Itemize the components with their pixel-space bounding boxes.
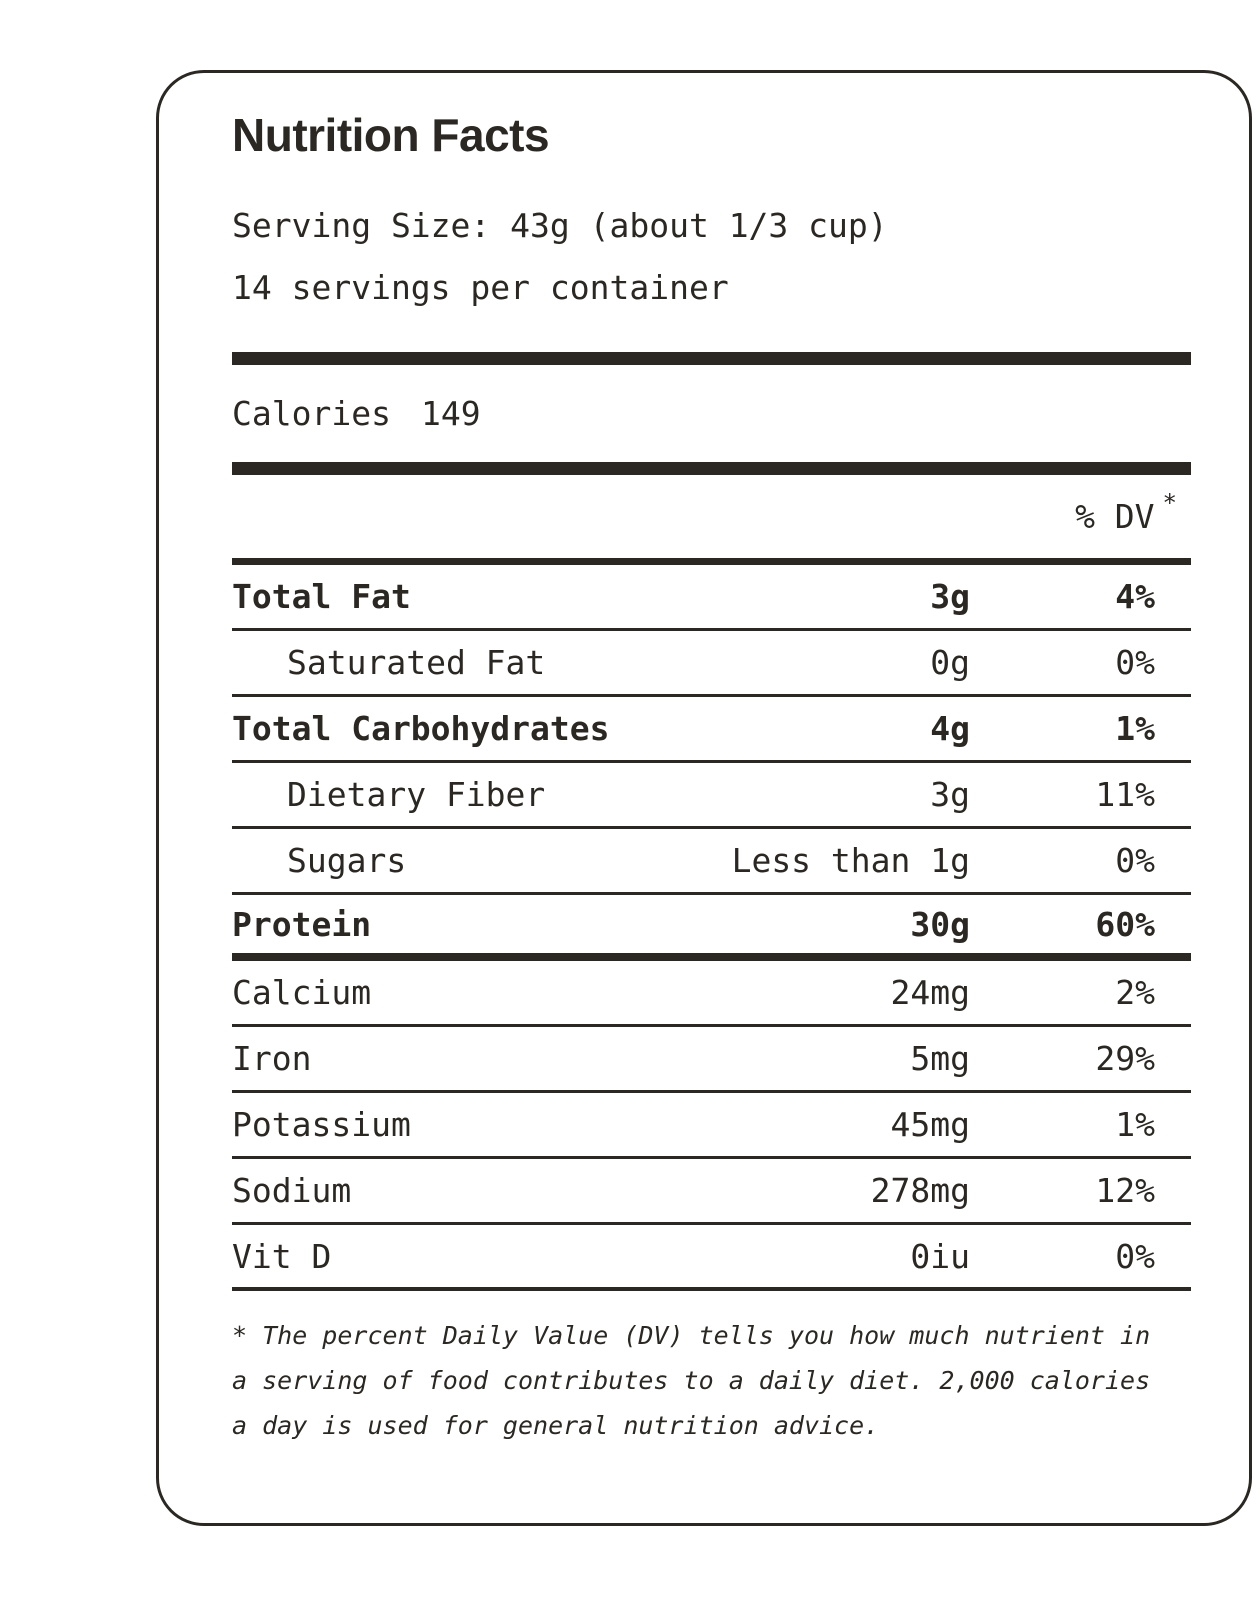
section-divider-top (232, 352, 1191, 365)
label-title: Nutrition Facts (232, 109, 550, 161)
footnote-line: a serving of food contributes to a daily diet. 2,000 calories (232, 1366, 1151, 1395)
nutrient-dv-percent: 2% (1115, 973, 1155, 1012)
nutrient-dv-percent: 60% (1095, 904, 1155, 944)
nutrient-dv-percent: 0% (1115, 841, 1155, 880)
nutrient-name: Total Carbohydrates (232, 709, 610, 748)
table-row (232, 961, 1191, 1027)
nutrient-name: Sugars (287, 841, 407, 880)
footnote-line: * The percent Daily Value (DV) tells you how much nutrient in (232, 1321, 1151, 1350)
servings-per-container-text: 14 servings per container (232, 268, 729, 307)
nutrition-table (232, 565, 1191, 1291)
nutrient-amount: 3g (930, 577, 970, 616)
calories-label: Calories (232, 394, 391, 433)
nutrient-dv-percent: 0% (1115, 1236, 1155, 1276)
table-row (232, 895, 1191, 961)
section-divider-calories (232, 462, 1191, 475)
serving-size-text: Serving Size: 43g (about 1/3 cup) (232, 206, 888, 245)
nutrient-dv-percent: 11% (1095, 775, 1155, 814)
table-row (232, 763, 1191, 829)
nutrient-amount: 0iu (910, 1236, 970, 1276)
nutrient-name: Potassium (232, 1105, 411, 1144)
nutrient-name: Saturated Fat (287, 643, 546, 682)
table-row (232, 1093, 1191, 1159)
table-row (232, 829, 1191, 895)
table-row (232, 1159, 1191, 1225)
nutrient-name: Protein (232, 904, 372, 944)
calories-row (232, 365, 1191, 462)
daily-value-asterisk: * (1162, 488, 1177, 517)
nutrient-amount: 30g (910, 904, 970, 944)
nutrient-name: Iron (232, 1039, 312, 1078)
nutrient-name: Total Fat (232, 577, 411, 616)
footnote-line: a day is used for general nutrition advice. (232, 1411, 880, 1440)
nutrient-amount: 0g (930, 643, 970, 682)
nutrient-dv-percent: 0% (1115, 643, 1155, 682)
nutrient-amount: 45mg (890, 1105, 970, 1144)
nutrient-name: Vit D (232, 1236, 332, 1276)
nutrient-amount: 278mg (870, 1171, 970, 1210)
nutrient-name: Calcium (232, 973, 372, 1012)
table-row (232, 1225, 1191, 1291)
nutrient-dv-percent: 1% (1115, 709, 1155, 748)
table-row (232, 697, 1191, 763)
serving-info (232, 195, 1191, 319)
nutrient-amount: 3g (930, 775, 970, 814)
nutrient-dv-percent: 29% (1095, 1039, 1155, 1078)
table-row (232, 631, 1191, 697)
header-rule (232, 558, 1191, 565)
daily-value-footnote (232, 1313, 1191, 1448)
daily-value-header (232, 475, 1191, 558)
nutrient-amount: 5mg (910, 1039, 970, 1078)
nutrient-amount: Less than 1g (731, 841, 970, 880)
table-row (232, 1027, 1191, 1093)
nutrition-facts-label (156, 70, 1252, 1526)
nutrient-name: Dietary Fiber (287, 775, 546, 814)
daily-value-header-text: % DV (1075, 497, 1155, 536)
nutrient-dv-percent: 12% (1095, 1171, 1155, 1210)
nutrient-name: Sodium (232, 1171, 352, 1210)
nutrient-amount: 24mg (890, 973, 970, 1012)
table-row (232, 565, 1191, 631)
nutrient-dv-percent: 1% (1115, 1105, 1155, 1144)
nutrient-dv-percent: 4% (1115, 577, 1155, 616)
calories-value: 149 (420, 394, 481, 433)
nutrient-amount: 4g (930, 709, 970, 748)
